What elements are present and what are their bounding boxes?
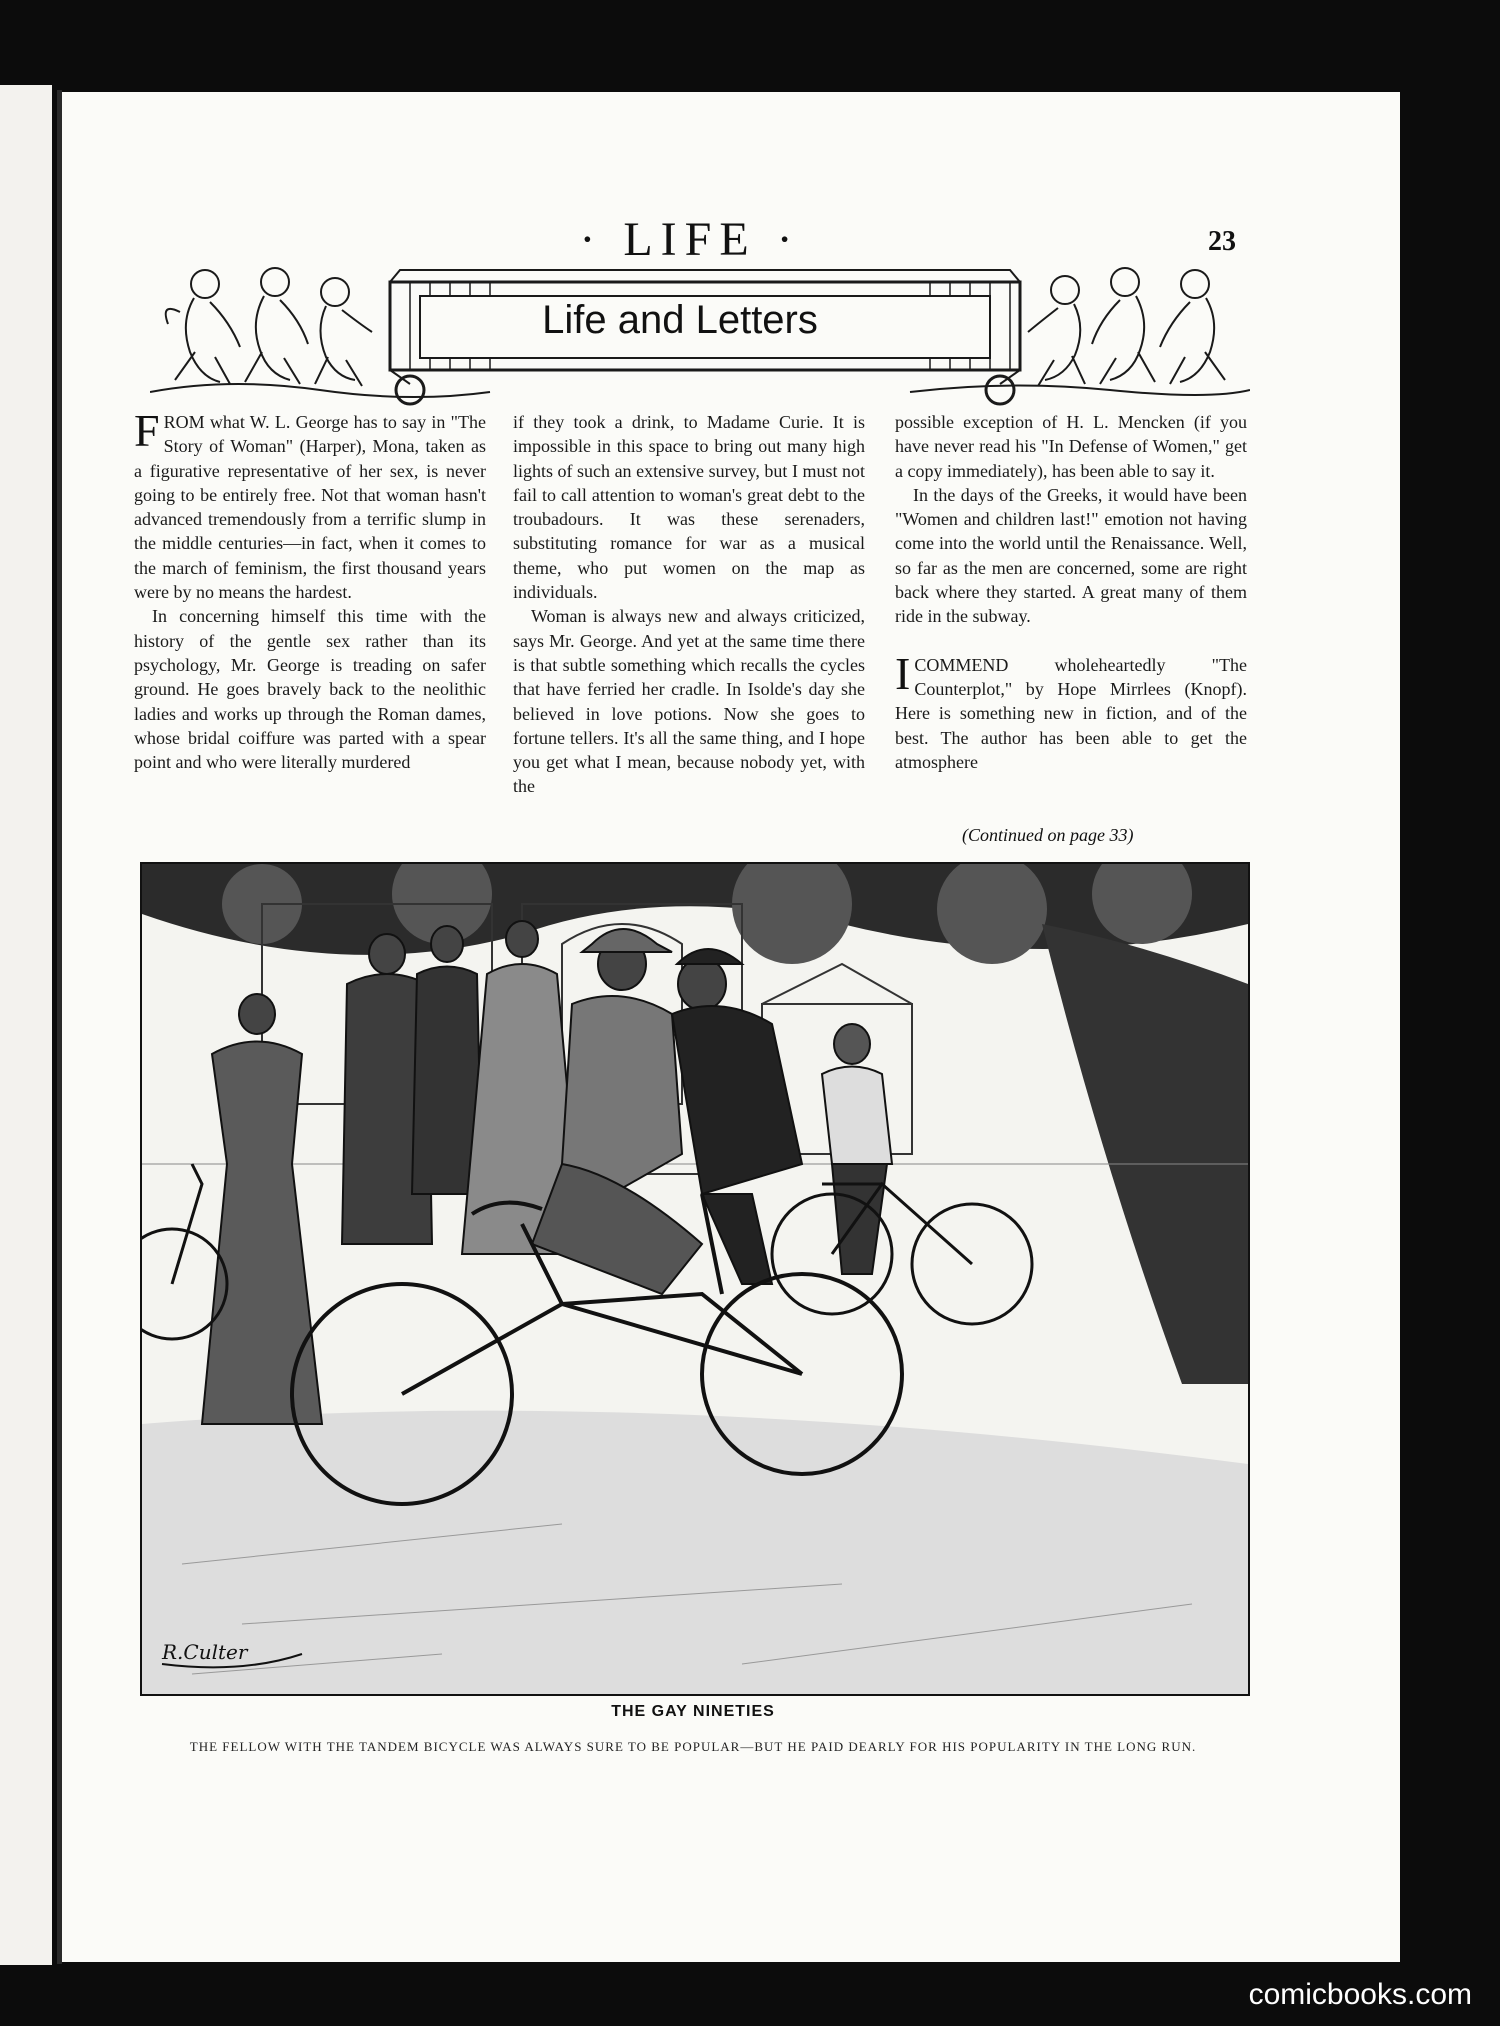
watermark: comicbooks.com [1248, 1978, 1472, 2011]
paragraph: if they took a drink, to Madame Curie. It is impossible in this space to bring out many high lights of such an extensive survey, but I must not fail to call attention to woman's great debt to the troubadours. It was these serenaders, substituting romance for war as a musical theme, who put women on the map as individuals. [513, 412, 865, 603]
drop-cap: F [134, 405, 160, 456]
tandem-bicycle-illustration [142, 864, 1248, 1694]
paragraph: possible exception of H. L. Mencken (if you have never read his "In Defense of Women," get a copy immediately), has been able to say it. [895, 412, 1247, 481]
paragraph: FROM what W. L. George has to say in "The Story of Woman" (Harper), Mona, taken as a figurative representative of her sex, is never going to be entirely free. Not that woman hasn't advanced tremendously from a terrific slump in the middle centuries—in fact, when it comes to the march of feminism, the first thousand years were by no means the hardest. [134, 405, 486, 603]
text-column-2 [513, 410, 865, 799]
paragraph: In concerning himself this time with the history of the gentle sex rather than its psychology, Mr. George is treading on safer ground. He goes bravely back to the neolithic ladies and works up through the Roman dames, whose bridal coiffure was parted with a spear point and who were literally murdered [134, 606, 486, 773]
cherub-icon [315, 278, 372, 386]
caption-title: THE GAY NINETIES [611, 1703, 775, 1720]
text-column-1 [134, 405, 486, 774]
cherub-icon [1092, 268, 1155, 384]
paragraph: In the days of the Greeks, it would have been "Women and children last!" emotion not having come into the world until the Renaissance. Well, so far as the men are concerned, some are right back where they started. A great many of them ride in the subway. [895, 484, 1247, 627]
cherub-icon [166, 270, 240, 384]
artist-signature: R.Culter [162, 1640, 248, 1664]
illustration-tandem-bicycle [140, 862, 1250, 1696]
cherub-icon [1028, 276, 1085, 386]
caption-text: THE FELLOW WITH THE TANDEM BICYCLE WAS ALWAYS SURE TO BE POPULAR—BUT HE PAID DEARLY FOR HIS POPULARITY IN THE LONG RUN. [189, 1739, 1197, 1754]
section-title: Life and Letters [542, 298, 818, 342]
adjacent-page-edge [0, 85, 52, 1965]
magazine-title: · LIFE · [579, 213, 801, 266]
cherub-icon [1160, 270, 1225, 384]
paragraph: Woman is always new and always criticized, says Mr. George. And yet at the same time there is that subtle something which recalls the cycles that have ferried her cradle. In Isolde's day she believed in love potions. Now she goes to fortune tellers. It's all the same thing, and I hope you get what I mean, because nobody yet, with the [513, 606, 865, 797]
cherub-icon [245, 268, 308, 384]
paragraph: I COMMEND wholeheartedly "The Counterplot," by Hope Mirrlees (Knopf). Here is something new in fiction, and of the best. The author has been able to get the atmosphere [895, 647, 1247, 772]
drop-cap: I [895, 647, 911, 699]
text-column-3 [895, 410, 1247, 774]
continued-note: (Continued on page 33) [962, 825, 1134, 845]
page-number: 23 [1208, 226, 1236, 257]
